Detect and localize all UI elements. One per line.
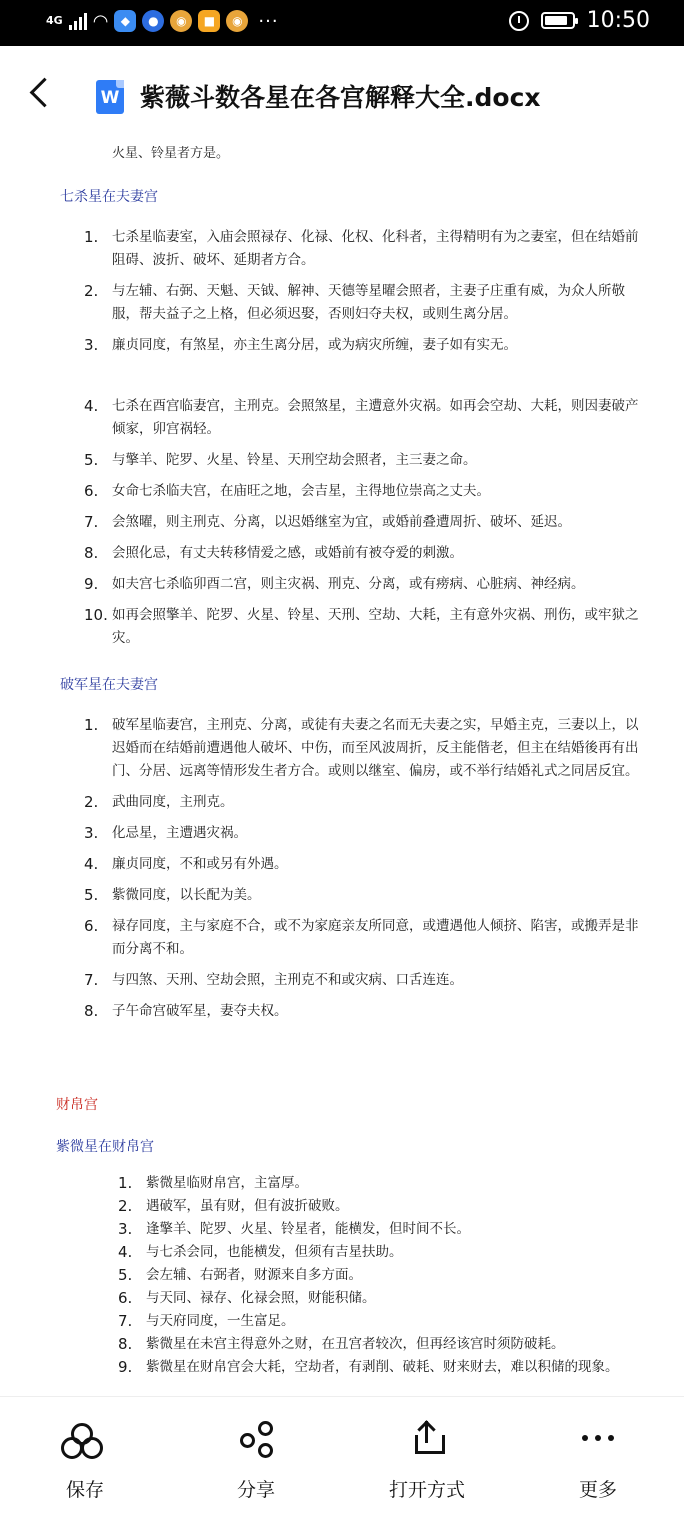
weibo-app-icon: ◉ xyxy=(226,10,248,32)
list-item: 7. 会煞曜，则主刑克、分离，以迟婚继室为宜，或婚前叠遭周折、破坏、延迟。 xyxy=(84,513,571,531)
title-bar xyxy=(0,46,684,146)
status-bar xyxy=(0,0,684,46)
list-item: 2. 武曲同度，主刑克。 xyxy=(84,793,234,811)
section-heading: 七杀星在夫妻宫 xyxy=(60,189,158,205)
weibo-app-icon: ◉ xyxy=(170,10,192,32)
list-item: 9. 如夫宫七杀临卯酉二宫，则主灾祸、刑克、分离，或有痨病、心脏病、神经病。 xyxy=(84,575,585,593)
qisha-list xyxy=(84,226,647,658)
upload-icon xyxy=(367,1415,487,1459)
ziwei-wealth-list xyxy=(118,1172,646,1379)
list-item: 2. 与左辅、右弼、天魁、天钺、解神、天德等星曜会照者，主妻子庄重有威，为众人所敬服，帮夫益子之上格，但必须迟娶，否则妇夺夫权，或则生离分居。 xyxy=(84,282,625,322)
share-label: 分享 xyxy=(236,1479,275,1501)
battery-icon xyxy=(541,12,575,29)
list-item: 5. 与擎羊、陀罗、火星、铃星、天刑空劫会照者，主三妻之命。 xyxy=(84,451,477,469)
more-button[interactable] xyxy=(538,1415,658,1502)
list-item: 8. 子午命宫破军星，妻夺夫权。 xyxy=(84,1002,288,1020)
signal-icon xyxy=(69,12,87,30)
network-type: 4G xyxy=(46,14,63,27)
list-item: 8. 紫微星在未宫主得意外之财，在丑宫者较次，但再经该宫时须防破耗。 xyxy=(118,1335,565,1353)
save-cloud-icon xyxy=(25,1415,145,1459)
more-dots-icon xyxy=(538,1415,658,1459)
clock: 10:50 xyxy=(586,8,650,33)
more-label: 更多 xyxy=(578,1479,617,1501)
save-button[interactable] xyxy=(25,1415,145,1502)
back-arrow-icon[interactable] xyxy=(30,78,60,108)
list-item: 6. 禄存同度，主与家庭不合，或不为家庭亲友所同意，或遭遇他人倾挤、陷害，或搬弄是非而分离不和。 xyxy=(84,917,639,957)
list-item: 6. 女命七杀临夫宫，在庙旺之地，会吉星，主得地位崇高之丈夫。 xyxy=(84,482,490,500)
bottom-toolbar xyxy=(0,1396,684,1521)
list-item: 5. 会左辅、右弼者，财源来自多方面。 xyxy=(118,1266,362,1284)
list-item: 8. 会照化忌，有丈夫转移情爱之感，或婚前有被夺爱的刺激。 xyxy=(84,544,463,562)
save-label: 保存 xyxy=(65,1479,104,1501)
news-app-icon: ■ xyxy=(198,10,220,32)
palace-heading: 财帛宫 xyxy=(56,1097,98,1113)
pojun-list xyxy=(84,714,647,1031)
partial-line: 火星、铃星者方是。 xyxy=(112,146,230,161)
document-viewer[interactable] xyxy=(0,146,684,1396)
list-item: 4. 七杀在酉宫临妻宫，主刑克。会照煞星，主遭意外灾祸。如再会空劫、大耗，则因妻破产倾家，卯宫祸轻。 xyxy=(84,397,639,437)
list-item: 7. 与天府同度，一生富足。 xyxy=(118,1312,295,1330)
list-item: 7. 与四煞、天刑、空劫会照，主刑克不和或灾病、口舌连连。 xyxy=(84,971,463,989)
list-item: 5. 紫微同度，以长配为美。 xyxy=(84,886,261,904)
list-item: 1. 紫微星临财帛宫，主富厚。 xyxy=(118,1174,308,1192)
share-button[interactable] xyxy=(196,1415,316,1502)
open-with-label: 打开方式 xyxy=(388,1479,465,1501)
list-item: 4. 与七杀会同，也能横发，但须有吉星扶助。 xyxy=(118,1243,403,1261)
word-document-icon: W xyxy=(96,80,124,114)
list-item: 6. 与天同、禄存、化禄会照，财能积储。 xyxy=(118,1289,376,1307)
browser-app-icon: ● xyxy=(142,10,164,32)
list-item: 3. 逢擎羊、陀罗、火星、铃星者，能横发，但时间不长。 xyxy=(118,1220,470,1238)
list-item: 1. 破军星临妻宫，主刑克、分离，或徒有夫妻之名而无夫妻之实，早婚主克，三妻以上，以迟婚而在结婚前遭遇他人破坏、中伤，而至风波周折，反主能偕老，但主在结婚後再有出门、分居、远离等情形发生者方合。或则以继室、偏房，或不举行结婚礼式之同居反宜。 xyxy=(84,716,639,779)
share-icon xyxy=(196,1415,316,1459)
list-item: 3. 化忌星，主遭遇灾祸。 xyxy=(84,824,247,842)
shield-app-icon: ◆ xyxy=(114,10,136,32)
notification-overflow: ··· xyxy=(258,10,279,32)
alarm-icon xyxy=(509,11,529,31)
wifi-icon: ◠ xyxy=(92,10,109,32)
list-item: 9. 紫微星在财帛宫会大耗，空劫者，有剥削、破耗、财来财去，难以积储的现象。 xyxy=(118,1358,619,1376)
section-heading: 破军星在夫妻宫 xyxy=(60,677,158,693)
list-item: 10. 如再会照擎羊、陀罗、火星、铃星、天刑、空劫、大耗，主有意外灾祸、刑伤，或牢狱之灾。 xyxy=(84,606,639,646)
open-with-button[interactable] xyxy=(367,1415,487,1502)
list-item: 4. 廉贞同度，不和或另有外遇。 xyxy=(84,855,288,873)
list-item: 2. 遇破军，虽有财，但有波折破败。 xyxy=(118,1197,349,1215)
list-item: 3. 廉贞同度，有煞星，亦主生离分居，或为病灾所缠，妻子如有实无。 xyxy=(84,336,517,354)
list-item: 1. 七杀星临妻室，入庙会照禄存、化禄、化权、化科者，主得精明有为之妻室，但在结婚前阻碍、波折、破坏、延期者方合。 xyxy=(84,228,639,268)
section-heading: 紫微星在财帛宫 xyxy=(56,1139,154,1155)
document-title: 紫薇斗数各星在各宫解释大全.docx xyxy=(140,83,541,112)
